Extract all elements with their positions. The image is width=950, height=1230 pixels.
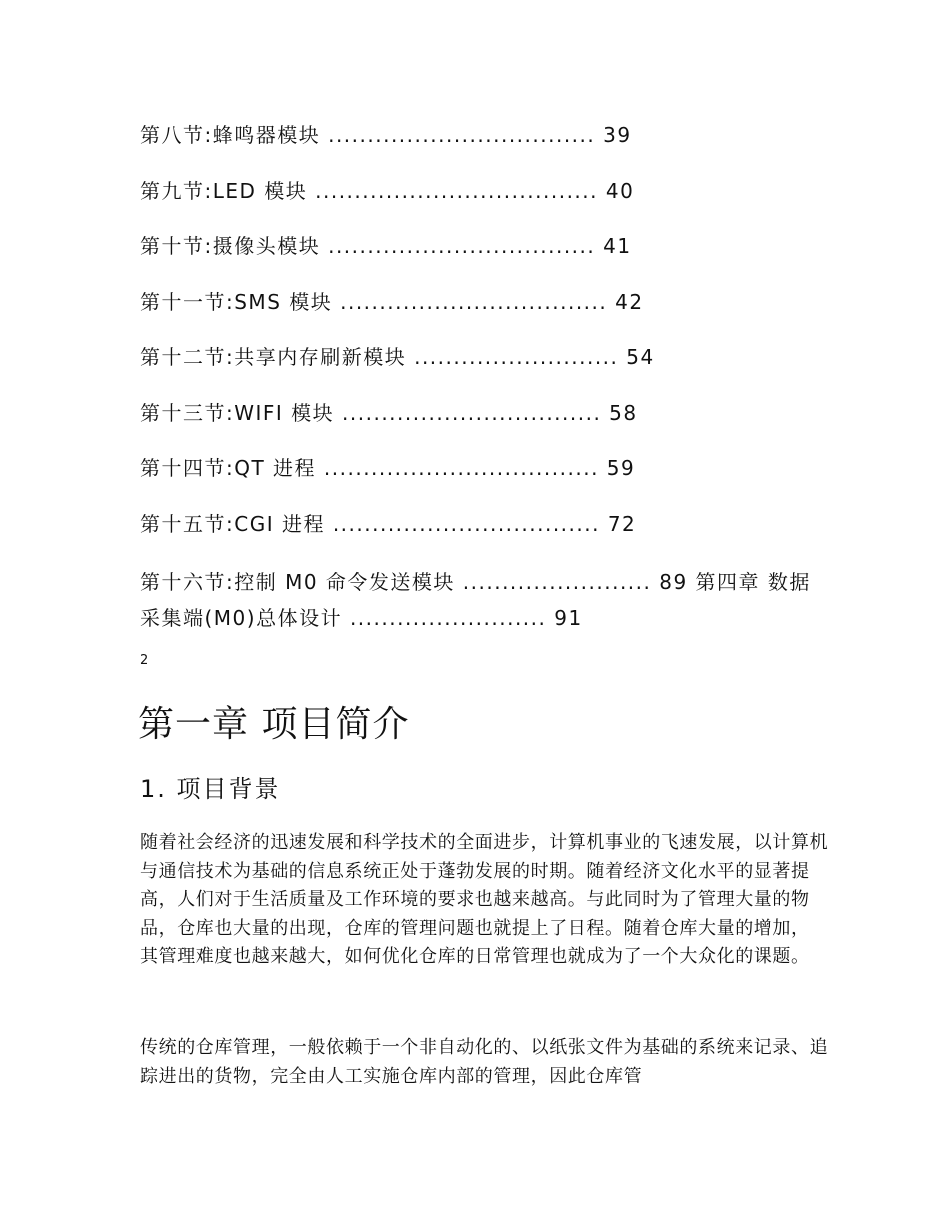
toc-entry-wifi[interactable]: 第十三节:WIFI 模块 ................................. 58 [140,400,638,425]
page-number: 2 [140,653,149,668]
toc-entry-buzzer[interactable]: 第八节:蜂鸣器模块 .................................. 39 [140,123,632,147]
toc-entry-cgi[interactable]: 第十五节:CGI 进程 .................................. 72 [140,511,637,536]
table-of-contents [140,118,820,636]
toc-entry-qt[interactable]: 第十四节:QT 进程 ................................... 59 [140,456,636,480]
section-title: 1. 项目背景 [140,775,281,803]
body-paragraph: 随着社会经济的迅速发展和科学技术的全面进步，计算机事业的飞速发展，以计算机与通信技术为基础的信息系统正处于蓬勃发展的时期。随着经济文化水平的显著提高，人们对于生活质量及工作环境的要求也越来越高。与此同时为了管理大量的物品，仓库也大量的出现，仓库的管理问题也就提上了日程。随着仓库大量的增加， 其管理难度也越来越大，如何优化仓库的日常管理也就成为了一个大众化的课题。 [140,832,829,967]
body-paragraph: 传统的仓库管理，一般依赖于一个非自动化的、以纸张文件为基础的系统来记录、追踪进出的货物，完全由人工实施仓库内部的管理，因此仓库管 [140,1037,829,1087]
toc-entry-shared-memory[interactable]: 第十二节:共享内存刷新模块 .......................... 54 [140,345,655,369]
toc-entry-m0-command[interactable]: 第十六节:控制 M0 命令发送模块 ........................ 89 第四章 数据采集端(M0)总体设计 ......................... 91 [140,570,811,630]
toc-entry-camera[interactable]: 第十节:摄像头模块 .................................. 41 [140,234,632,258]
toc-entry-led[interactable]: 第九节:LED 模块 .................................... 40 [140,178,635,203]
toc-entry-sms[interactable]: 第十一节:SMS 模块 .................................. 42 [140,289,644,314]
chapter-title: 第一章 项目简介 [138,704,410,745]
